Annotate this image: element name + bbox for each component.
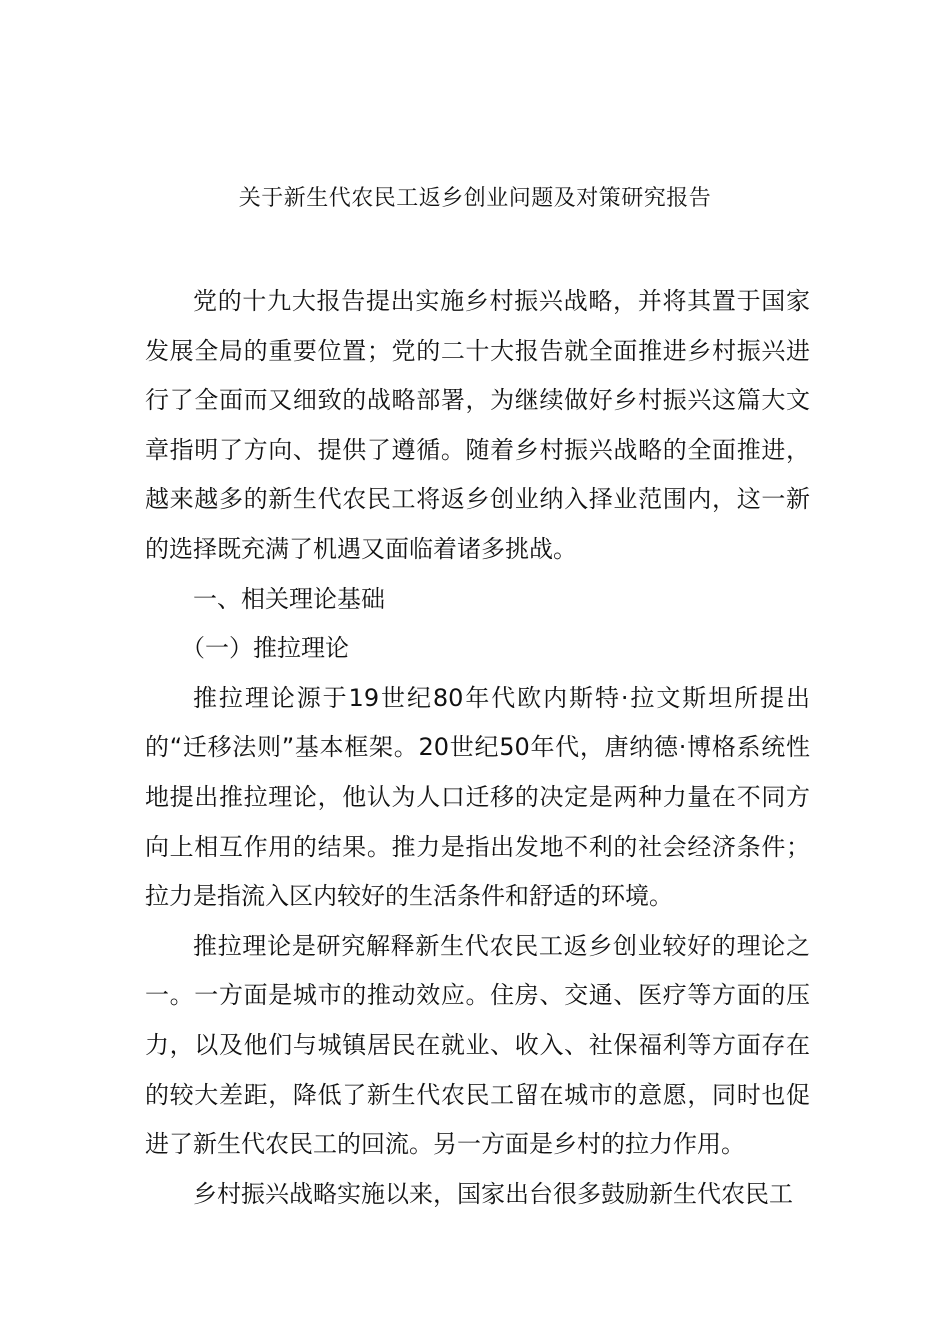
paragraph-push-pull-application: 推拉理论是研究解释新生代农民工返乡创业较好的理论之一。一方面是城市的推动效应。住房、交通、医疗等方面的压力，以及他们与城镇居民在就业、收入、社保福利等方面存在的较大差距，降低了新生代农民工留在城市的意愿，同时也促进了新生代农民工的回流。另一方面是乡村的拉力作用。 xyxy=(145,931,810,1159)
paragraph-intro: 党的十九大报告提出实施乡村振兴战略，并将其置于国家发展全局的重要位置；党的二十大报告就全面推进乡村振兴进行了全面而又细致的战略部署，为继续做好乡村振兴这篇大文章指明了方向、提供了遵循。随着乡村振兴战略的全面推进，越来越多的新生代农民工将返乡创业纳入择业范围内，这一新的选择既充满了机遇又面临着诸多挑战。 xyxy=(145,287,810,563)
paragraph-push-pull-origin: 推拉理论源于19世纪80年代欧内斯特·拉文斯坦所提出的“迁移法则”基本框架。20世纪50年代，唐纳德·博格系统性地提出推拉理论，他认为人口迁移的决定是两种力量在不同方向上相互作用的结果。推力是指出发地不利的社会经济条件；拉力是指流入区内较好的生活条件和舒适的环境。 xyxy=(145,683,810,911)
section-heading-1: 一、相关理论基础 xyxy=(193,584,385,613)
document-title: 关于新生代农民工返乡创业问题及对策研究报告 xyxy=(238,186,712,211)
subsection-heading-1: （一）推拉理论 xyxy=(181,634,349,663)
document-body xyxy=(145,277,810,1219)
paragraph-rural-revitalization: 乡村振兴战略实施以来，国家出台很多鼓励新生代农民工 xyxy=(193,1179,793,1208)
